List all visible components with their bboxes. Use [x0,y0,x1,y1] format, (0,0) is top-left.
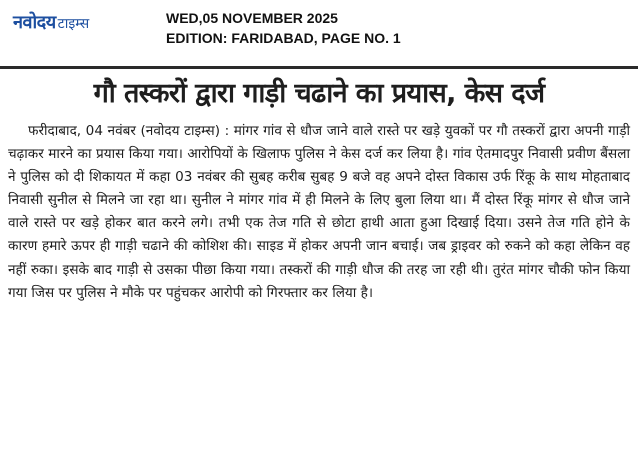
newspaper-logo [13,10,89,34]
logo-main-text: नवोदय [13,12,56,33]
article-body: फरीदाबाद, 04 नवंबर (नवोदय टाइम्स) : मांगर गांव से धौज जाने वाले रास्ते पर खड़े युवकों पर गौ तस्करों द्वारा अपनी गाड़ी चढ़ाकर मारने का प्रयास किया गया। आरोपियों के खिलाफ पुलिस ने केस दर्ज कर लिया है। गांव ऐतमादपुर निवासी प्रवीण बैंसला ने पुलिस को दी शिकायत में कहा 03 नवंबर की सुबह करीब सुबह 9 बजे वह अपने दोस्त विकास उर्फ रिंकू के साथ मोहताबाद निवासी सुनील से मिलने जा रहा था। सुनील ने मांगर गांव में ही मिलने के लिए बुला लिया था। मैं दोस्त रिंकू मांगर से धौज जाने वाले रास्ते पर खड़े होकर बात करने लगे। तभी एक तेज गति से छोटा हाथी आता हुआ दिखाई दिया। उसने तेज गति होने के कारण हमारे ऊपर ही गाड़ी चढाने की कोशिश की। साइड में होकर अपनी जान बचाई। जब ड्राइवर को रुकने को कहा लेकिन वह नहीं रुका। इसके बाद गाड़ी से उसका पीछा किया गया। तस्करों की गाड़ी धौज की तरह जा रही थी। तुरंत मांगर चौकी फोन किया गया जिस पर पुलिस ने मौके पर पहुंचकर आरोपी को गिरफ्तार कर लिया है। [8,123,630,301]
logo-sub-text: टाइम्स [57,16,90,32]
header-divider [0,66,638,69]
edition-page: EDITION: FARIDABAD, PAGE NO. 1 [166,30,401,46]
edition-info [166,8,401,48]
page-header [0,0,638,56]
article-headline: गौ तस्करों द्वारा गाड़ी चढाने का प्रयास, केस दर्ज [93,78,545,109]
publication-date: WED,05 NOVEMBER 2025 [166,10,338,26]
